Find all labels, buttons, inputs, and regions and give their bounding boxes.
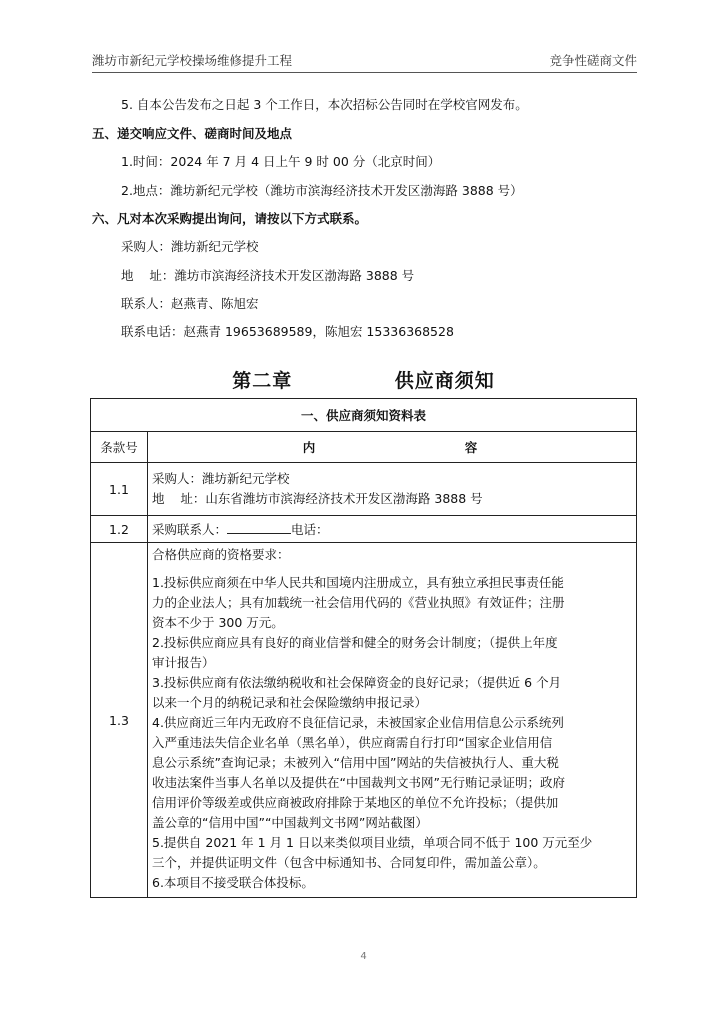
page-header	[92, 48, 637, 73]
blank-underline	[227, 521, 291, 534]
clause-line: 3.投标供应商有依法缴纳税收和社会保障资金的良好记录；（提供近 6 个月	[152, 675, 562, 690]
clause-line: 息公示系统”查询记录；未被列入“信用中国”网站的失信被执行人、重大税	[152, 755, 559, 770]
contact-persons: 联系人：赵燕青、陈旭宏	[121, 296, 259, 311]
table-row	[91, 516, 637, 543]
clause-line: 采购人：潍坊新纪元学校	[152, 471, 290, 486]
submission-place: 2.地点：潍坊新纪元学校（潍坊市滨海经济技术开发区渤海路 3888 号）	[121, 183, 523, 198]
table-title-row	[91, 399, 637, 432]
clause-content	[148, 463, 637, 516]
header-project-name: 潍坊市新纪元学校操场维修提升工程	[92, 53, 293, 68]
clause-content	[148, 516, 637, 543]
col-content-header: 内 容	[148, 432, 637, 463]
clause-number: 1.1	[91, 463, 148, 516]
buyer-address: 地 址：潍坊市滨海经济技术开发区渤海路 3888 号	[121, 268, 415, 283]
section-5-title: 五、递交响应文件、磋商时间及地点	[92, 126, 293, 141]
page-number: 4	[360, 951, 367, 962]
header-doc-type: 竞争性磋商文件	[549, 53, 637, 68]
contact-phone: 联系电话：赵燕青 19653689589，陈旭宏 15336368528	[121, 324, 454, 339]
clause-line: 1.投标供应商须在中华人民共和国境内注册成立，具有独立承担民事责任能	[152, 575, 564, 590]
clause-line: 审计报告）	[152, 655, 215, 670]
clause-number: 1.2	[91, 516, 148, 543]
notice-item-5: 5. 自本公告发布之日起 3 个工作日，本次招标公告同时在学校官网发布。	[121, 97, 528, 112]
table-title: 一、供应商须知资料表	[91, 399, 637, 432]
clause-content	[148, 543, 637, 898]
clause-line: 4.供应商近三年内无政府不良征信记录，未被国家企业信用信息公示系统列	[152, 715, 564, 730]
table-row	[91, 463, 637, 516]
clause-line: 资本不少于 300 万元。	[152, 615, 284, 630]
clause-line: 合格供应商的资格要求：	[152, 547, 290, 562]
clause-line: 信用评价等级差或供应商被政府排除于某地区的单位不允许投标；（提供加	[152, 795, 559, 810]
submission-time: 1.时间：2024 年 7 月 4 日上午 9 时 00 分（北京时间）	[121, 154, 441, 169]
paragraph-gap	[152, 565, 632, 573]
buyer-contact-label: 采购联系人：	[152, 522, 228, 537]
clause-line: 以来一个月的纳税记录和社会保险缴纳申报记录）	[152, 695, 428, 710]
clause-line: 入严重违法失信企业名单（黑名单），供应商需自行打印“国家企业信用信	[152, 735, 553, 750]
table-header-row	[91, 432, 637, 463]
col-clause-header: 条款号	[91, 432, 148, 463]
clause-line: 地 址：山东省潍坊市滨海经济技术开发区渤海路 3888 号	[152, 491, 483, 506]
section-6-title: 六、凡对本次采购提出询问，请按以下方式联系。	[92, 211, 368, 226]
clause-line: 盖公章的“信用中国”“中国裁判文书网”网站截图）	[152, 815, 428, 830]
clause-line: 6.本项目不接受联合体投标。	[152, 875, 314, 890]
supplier-info-table	[90, 398, 637, 898]
clause-number: 1.3	[91, 543, 148, 898]
chapter-title: 第二章 供应商须知	[232, 370, 495, 392]
buyer-name: 采购人：潍坊新纪元学校	[121, 239, 259, 254]
clause-line: 三个，并提供证明文件（包含中标通知书、合同复印件，需加盖公章）。	[152, 855, 546, 870]
table-row	[91, 543, 637, 898]
clause-line: 5.提供自 2021 年 1 月 1 日以来类似项目业绩，单项合同不低于 100 万元至少	[152, 835, 593, 850]
phone-label: 电话：	[291, 522, 329, 537]
clause-line: 力的企业法人；具有加载统一社会信用代码的《营业执照》有效证件；注册	[152, 595, 565, 610]
clause-line: 收违法案件当事人名单以及提供在“中国裁判文书网”无行贿记录证明；政府	[152, 775, 565, 790]
clause-line: 2.投标供应商应具有良好的商业信誉和健全的财务会计制度；（提供上年度	[152, 635, 558, 650]
